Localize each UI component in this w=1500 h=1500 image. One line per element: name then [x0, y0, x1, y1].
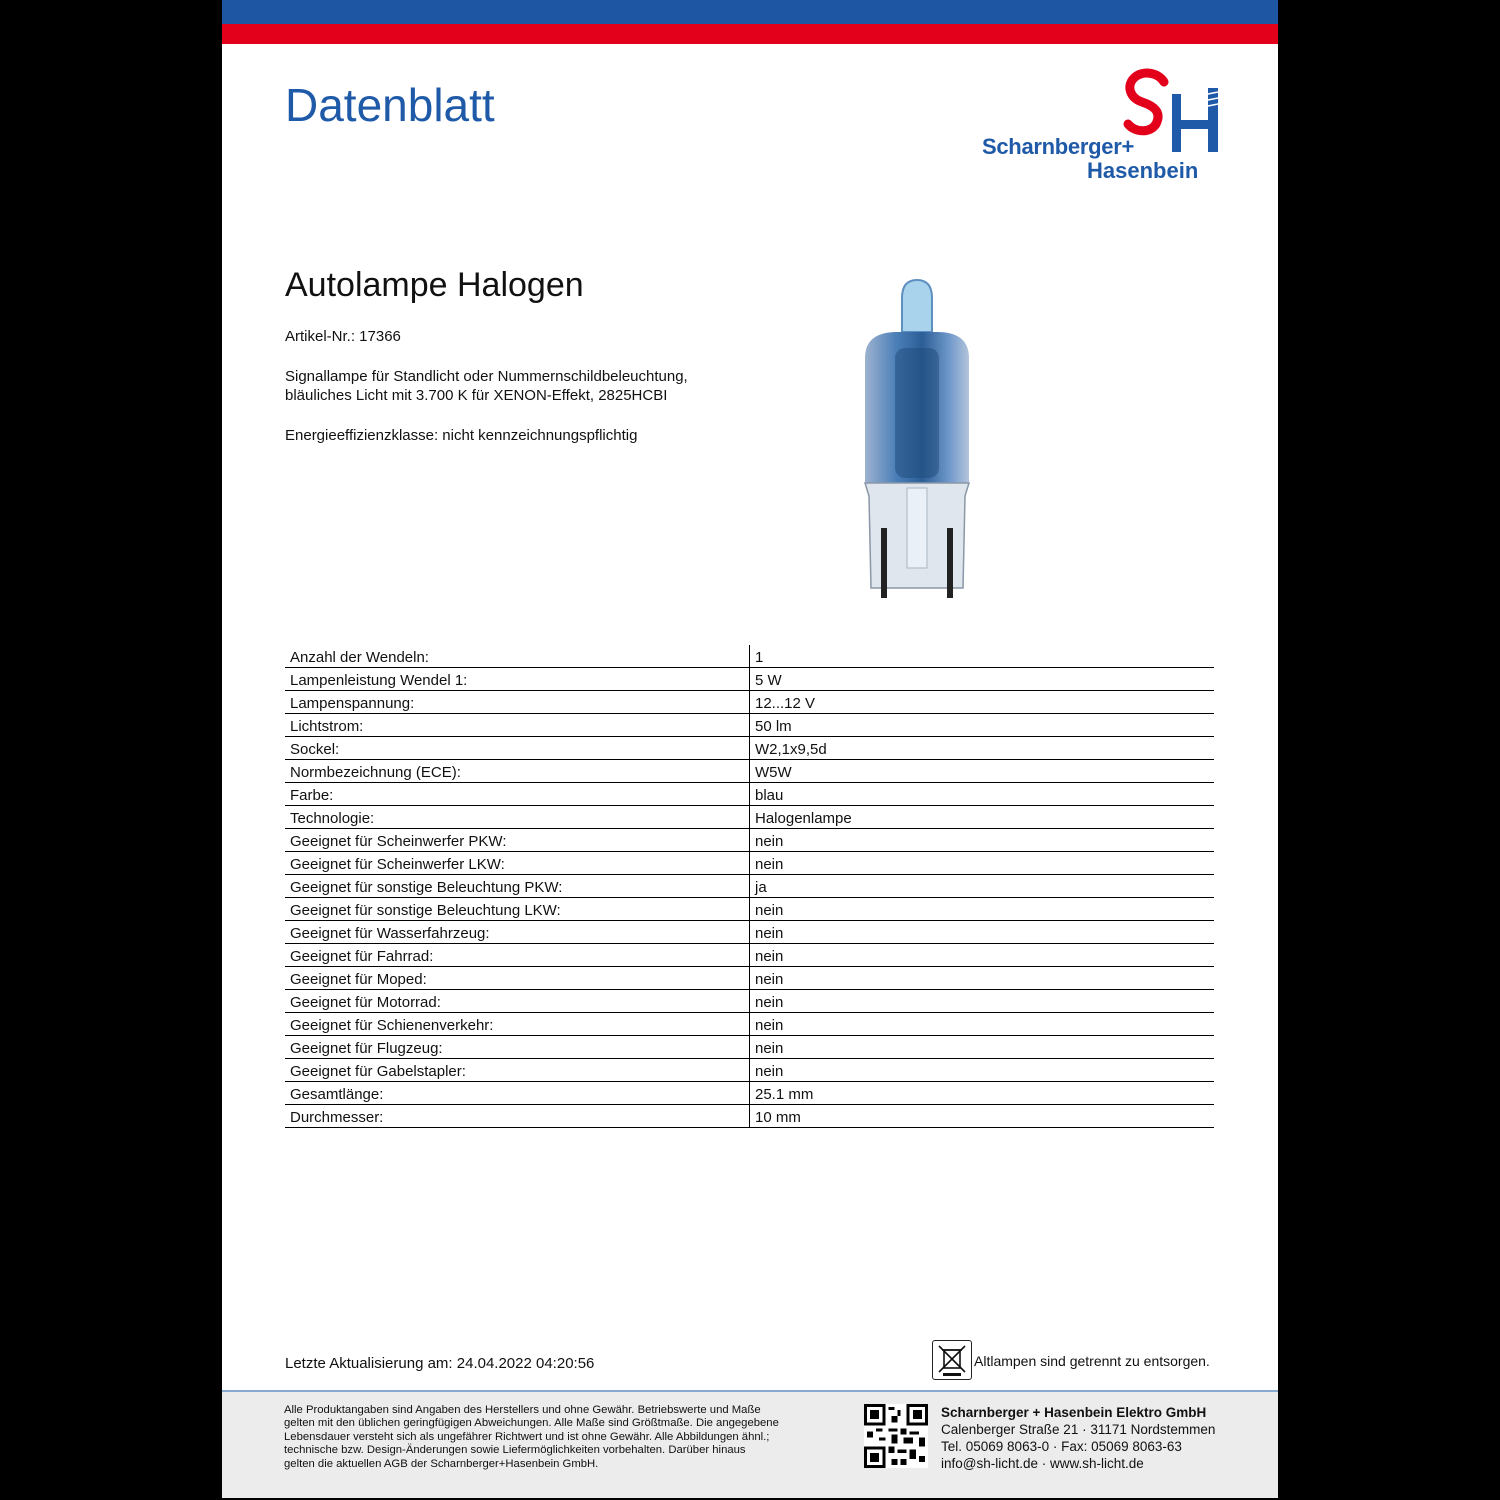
spec-label: Geeignet für Flugzeug:	[285, 1036, 750, 1059]
spec-value: nein	[750, 944, 1215, 967]
table-row	[285, 829, 1214, 852]
disposal-note: Altlampen sind getrennt zu entsorgen.	[974, 1353, 1210, 1369]
last-updated: Letzte Aktualisierung am: 24.04.2022 04:20:56	[285, 1355, 595, 1372]
product-title: Autolampe Halogen	[285, 266, 584, 304]
company-address: Calenberger Straße 21 · 31171 Nordstemmen	[941, 1422, 1216, 1437]
spec-value: 10 mm	[750, 1105, 1215, 1128]
spec-value: blau	[750, 783, 1215, 806]
spec-value: W5W	[750, 760, 1215, 783]
table-row	[285, 691, 1214, 714]
spec-value: nein	[750, 1036, 1215, 1059]
spec-label: Geeignet für Schienenverkehr:	[285, 1013, 750, 1036]
table-row	[285, 737, 1214, 760]
spec-value: ja	[750, 875, 1215, 898]
spec-value: 1	[750, 645, 1215, 668]
spec-label: Lichtstrom:	[285, 714, 750, 737]
spec-label: Geeignet für sonstige Beleuchtung LKW:	[285, 898, 750, 921]
spec-value: Halogenlampe	[750, 806, 1215, 829]
legal-line: Lebensdauer versteht sich als ungefährer Richtwert und ist ohne Gewähr. Alle Abbildungen ähnl.;	[284, 1430, 770, 1443]
legal-line: gelten die aktuellen AGB der Scharnberger+Hasenbein GmbH.	[284, 1457, 599, 1470]
table-row	[285, 944, 1214, 967]
document-title: Datenblatt	[285, 79, 495, 131]
crossed-out-wheelie-bin-icon	[932, 1340, 972, 1380]
table-row	[285, 990, 1214, 1013]
logo-name-line2: Hasenbein	[1087, 158, 1199, 183]
table-row	[285, 898, 1214, 921]
table-row	[285, 1013, 1214, 1036]
header-band-red	[222, 24, 1278, 44]
footer	[222, 1390, 1278, 1498]
company-phone: Tel. 05069 8063-0 · Fax: 05069 8063-63	[941, 1439, 1182, 1454]
qr-code-icon[interactable]	[864, 1404, 928, 1468]
spec-value: nein	[750, 829, 1215, 852]
spec-value: 5 W	[750, 668, 1215, 691]
datasheet-page	[220, 0, 1280, 1498]
table-row	[285, 921, 1214, 944]
product-description: Signallampe für Standlicht oder Nummernschildbeleuchtung, bläuliches Licht mit 3.700 K für XENON-Effekt, 2825HCBI	[285, 368, 688, 404]
spec-label: Geeignet für sonstige Beleuchtung PKW:	[285, 875, 750, 898]
spec-value: nein	[750, 967, 1215, 990]
table-row	[285, 714, 1214, 737]
table-row	[285, 967, 1214, 990]
spec-value: 12...12 V	[750, 691, 1215, 714]
spec-label: Normbezeichnung (ECE):	[285, 760, 750, 783]
spec-label: Durchmesser:	[285, 1105, 750, 1128]
header-band-blue	[222, 0, 1278, 24]
table-row	[285, 783, 1214, 806]
energy-class: Energieeffizienzklasse: nicht kennzeichnungspflichtig	[285, 427, 638, 444]
article-number: Artikel-Nr.: 17366	[285, 328, 401, 345]
table-row	[285, 668, 1214, 691]
table-row	[285, 875, 1214, 898]
spec-label: Geeignet für Fahrrad:	[285, 944, 750, 967]
spec-label: Sockel:	[285, 737, 750, 760]
table-row	[285, 645, 1214, 668]
spec-value: nein	[750, 898, 1215, 921]
spec-label: Technologie:	[285, 806, 750, 829]
company-web[interactable]: info@sh-licht.de · www.sh-licht.de	[941, 1456, 1144, 1471]
spec-value: W2,1x9,5d	[750, 737, 1215, 760]
spec-label: Gesamtlänge:	[285, 1082, 750, 1105]
company-name: Scharnberger + Hasenbein Elektro GmbH	[941, 1405, 1207, 1420]
legal-line: technische bzw. Design-Änderungen sowie Liefermöglichkeiten vorbehalten. Darüber hinaus	[284, 1444, 746, 1457]
spec-label: Lampenspannung:	[285, 691, 750, 714]
logo-name-line1: Scharnberger+	[982, 134, 1135, 159]
company-contact	[941, 1404, 1215, 1472]
spec-label: Anzahl der Wendeln:	[285, 645, 750, 668]
table-row	[285, 1082, 1214, 1105]
table-row	[285, 1105, 1214, 1128]
table-row	[285, 760, 1214, 783]
spec-label: Lampenleistung Wendel 1:	[285, 668, 750, 691]
spec-label: Geeignet für Wasserfahrzeug:	[285, 921, 750, 944]
spec-value: nein	[750, 852, 1215, 875]
spec-value: nein	[750, 1013, 1215, 1036]
specification-table	[285, 645, 1214, 1128]
spec-label: Farbe:	[285, 783, 750, 806]
legal-disclaimer	[284, 1404, 844, 1471]
spec-label: Geeignet für Scheinwerfer LKW:	[285, 852, 750, 875]
legal-line: Alle Produktangaben sind Angaben des Herstellers und ohne Gewähr. Betriebswerte und Maße	[284, 1404, 761, 1416]
table-row	[285, 852, 1214, 875]
spec-label: Geeignet für Scheinwerfer PKW:	[285, 829, 750, 852]
spec-label: Geeignet für Motorrad:	[285, 990, 750, 1013]
table-row	[285, 1036, 1214, 1059]
spec-value: nein	[750, 921, 1215, 944]
legal-line: gelten mit den üblichen geringfügigen Abweichungen. Alle Maße sind Größtmaße. Die angegebene	[284, 1417, 779, 1430]
spec-value: 25.1 mm	[750, 1082, 1215, 1105]
halogen-bulb-icon	[847, 278, 987, 608]
spec-label: Geeignet für Moped:	[285, 967, 750, 990]
spec-value: nein	[750, 990, 1215, 1013]
spec-value: nein	[750, 1059, 1215, 1082]
spec-label: Geeignet für Gabelstapler:	[285, 1059, 750, 1082]
spec-value: 50 lm	[750, 714, 1215, 737]
table-row	[285, 806, 1214, 829]
table-row	[285, 1059, 1214, 1082]
